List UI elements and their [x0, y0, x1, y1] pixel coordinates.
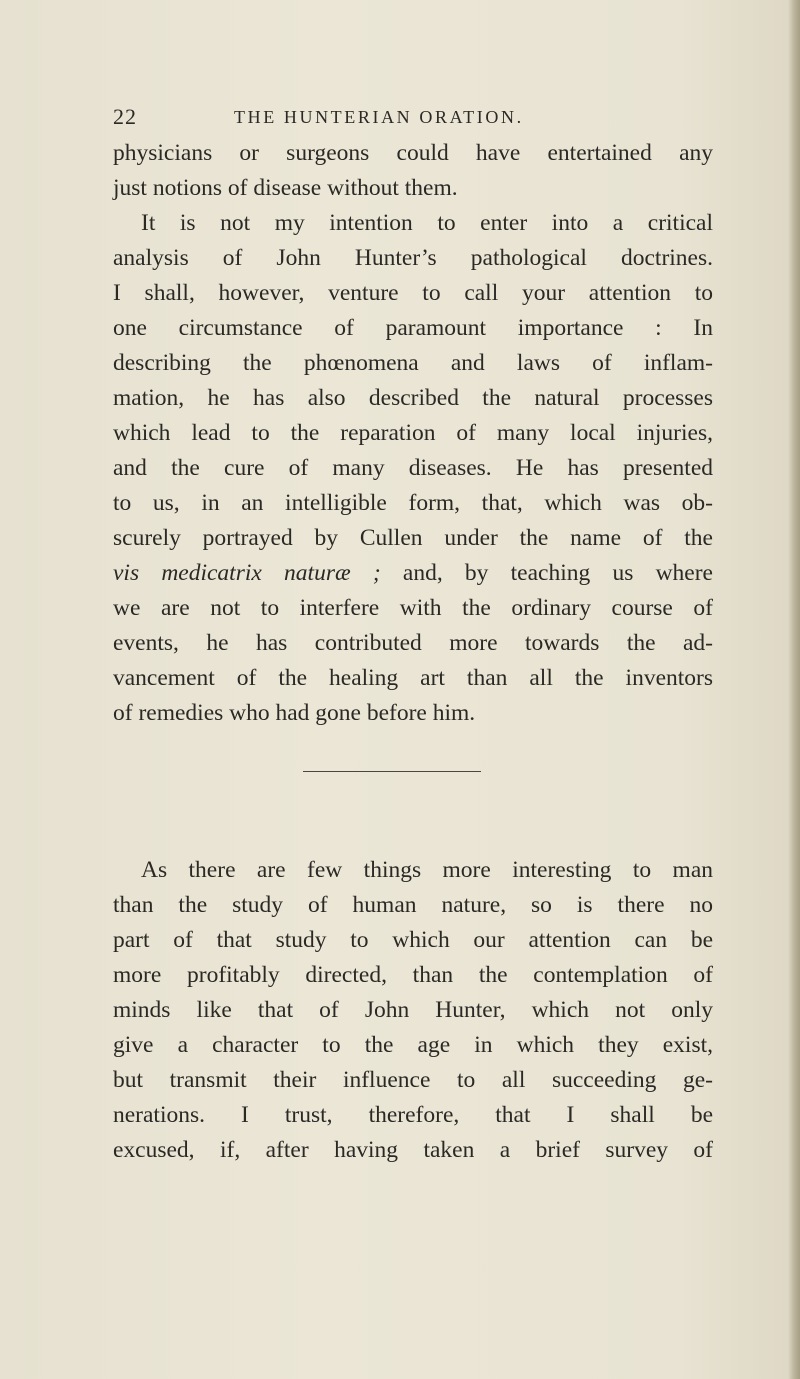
text-line: more profitably directed, than the contemplation of [113, 962, 713, 988]
text-line: I shall, however, venture to call your attention to [113, 280, 713, 306]
text-line: As there are few things more interesting to man [141, 857, 713, 883]
text-line: but transmit their influence to all succeeding ge- [113, 1067, 713, 1093]
text-line: events, he has contributed more towards the ad- [113, 630, 713, 656]
text-line: just notions of disease without them. [113, 175, 458, 201]
text-line: scurely portrayed by Cullen under the name of the [113, 525, 713, 551]
section-divider [303, 771, 481, 772]
text-line: excused, if, after having taken a brief survey of [113, 1137, 713, 1163]
text-line: analysis of John Hunter’s pathological doctrines. [113, 245, 713, 271]
text-line: than the study of human nature, so is there no [113, 892, 713, 918]
text-line: to us, in an intelligible form, that, which was ob- [113, 490, 713, 516]
latin-phrase: vis medicatrix naturæ ; [113, 560, 381, 586]
page-number: 22 [113, 104, 137, 129]
text-line: give a character to the age in which they exist, [113, 1032, 713, 1058]
text-line: one circumstance of paramount importance : In [113, 315, 713, 341]
page-edge [788, 0, 800, 1379]
text-line-latin [113, 556, 713, 591]
text-line: mation, he has also described the natural processes [113, 385, 713, 411]
text-line: vancement of the healing art than all the inventors [113, 665, 713, 691]
text-line: and the cure of many diseases. He has presented [113, 455, 713, 481]
paragraph-continuation [113, 136, 713, 206]
text-line: of remedies who had gone before him. [113, 700, 476, 726]
text-line: It is not my intention to enter into a critical [141, 210, 713, 236]
text-line: minds like that of John Hunter, which not only [113, 997, 713, 1023]
text-line: we are not to interfere with the ordinary course of [113, 595, 713, 621]
text-line: which lead to the reparation of many local injuries, [113, 420, 713, 446]
paragraph-human-nature [113, 853, 713, 1168]
text-line: physicians or surgeons could have entertained any [113, 140, 713, 166]
text-line: part of that study to which our attention can be [113, 927, 713, 953]
text-line: describing the phœnomena and laws of inflam- [113, 350, 713, 376]
text-segment: and, by teaching us where [380, 560, 713, 586]
page-header [113, 104, 713, 134]
running-title: THE HUNTERIAN ORATION. [234, 107, 524, 127]
text-line: nerations. I trust, therefore, that I shall be [113, 1102, 713, 1128]
paragraph-pathological-doctrines [113, 206, 713, 731]
